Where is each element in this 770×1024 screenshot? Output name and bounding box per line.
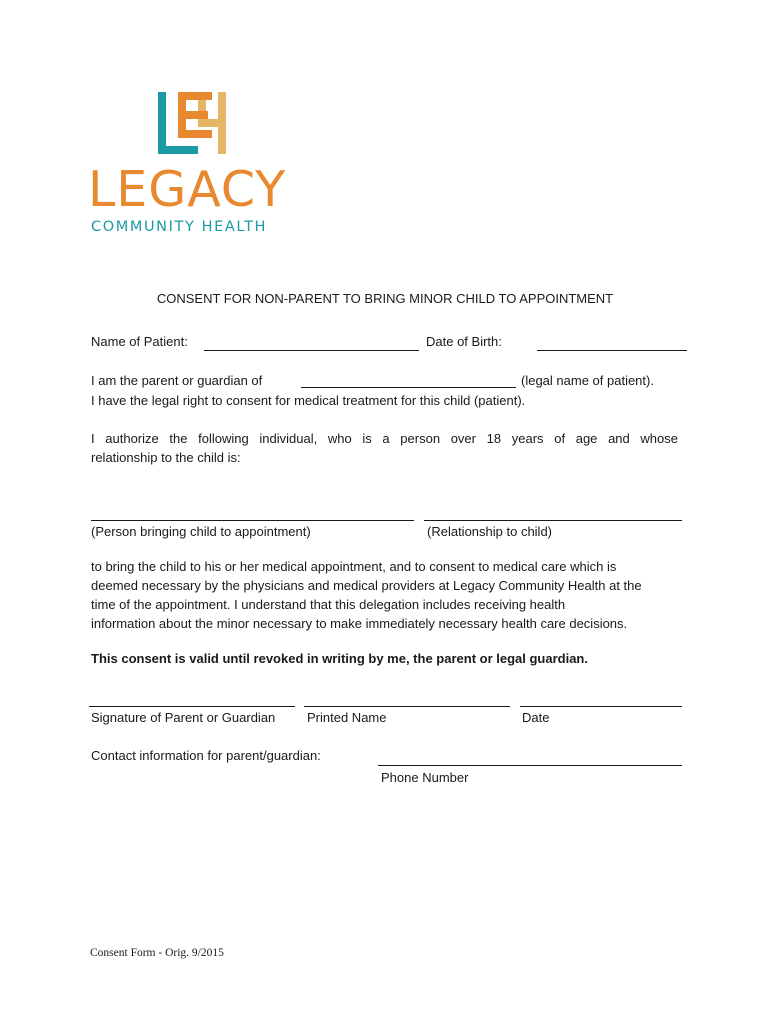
parent-statement-suffix: (legal name of patient). — [521, 373, 654, 388]
signature-date-field[interactable] — [520, 706, 682, 707]
logo-wordmark: LEGACY — [88, 161, 287, 218]
validity-statement: This consent is valid until revoked in writing by me, the parent or legal guardian. — [91, 651, 588, 666]
relationship-to-child-label: (Relationship to child) — [427, 524, 553, 539]
parent-statement-prefix: I am the parent or guardian of — [91, 373, 263, 388]
phone-number-label: Phone Number — [381, 770, 469, 785]
name-of-patient-label: Name of Patient: — [91, 334, 188, 349]
delegation-line-2: deemed necessary by the physicians and medical providers at Legacy Community Health at the — [91, 578, 642, 593]
parent-signature-label: Signature of Parent or Guardian — [91, 710, 276, 725]
date-of-birth-field[interactable] — [537, 350, 687, 351]
printed-name-field[interactable] — [304, 706, 510, 707]
person-bringing-child-label: (Person bringing child to appointment) — [91, 524, 311, 539]
page-title: CONSENT FOR NON-PARENT TO BRING MINOR CHILD TO APPOINTMENT — [156, 291, 614, 306]
form-footer: Consent Form - Orig. 9/2015 — [90, 947, 224, 959]
legacy-logo-mark-icon — [154, 92, 230, 154]
authorize-line-1: I authorize the following individual, who is a person over 18 years of age and whose — [91, 431, 678, 446]
printed-name-label: Printed Name — [307, 710, 387, 725]
relationship-to-child-field[interactable] — [424, 520, 682, 521]
legal-right-statement: I have the legal right to consent for medical treatment for this child (patient). — [91, 393, 526, 408]
delegation-line-4: information about the minor necessary to make immediately necessary health care decisions. — [91, 616, 628, 631]
signature-date-label: Date — [522, 710, 550, 725]
parent-signature-field[interactable] — [89, 706, 295, 707]
logo-subtitle: COMMUNITY HEALTH — [91, 219, 268, 235]
phone-number-field[interactable] — [378, 765, 682, 766]
legal-name-of-patient-field[interactable] — [301, 387, 516, 388]
name-of-patient-field[interactable] — [204, 350, 419, 351]
delegation-line-3: time of the appointment. I understand that this delegation includes receiving health — [91, 597, 566, 612]
date-of-birth-label: Date of Birth: — [426, 334, 502, 349]
person-bringing-child-field[interactable] — [91, 520, 414, 521]
contact-info-label: Contact information for parent/guardian: — [91, 748, 321, 763]
authorize-line-2: relationship to the child is: — [91, 450, 241, 465]
delegation-line-1: to bring the child to his or her medical appointment, and to consent to medical care which is — [91, 559, 617, 574]
